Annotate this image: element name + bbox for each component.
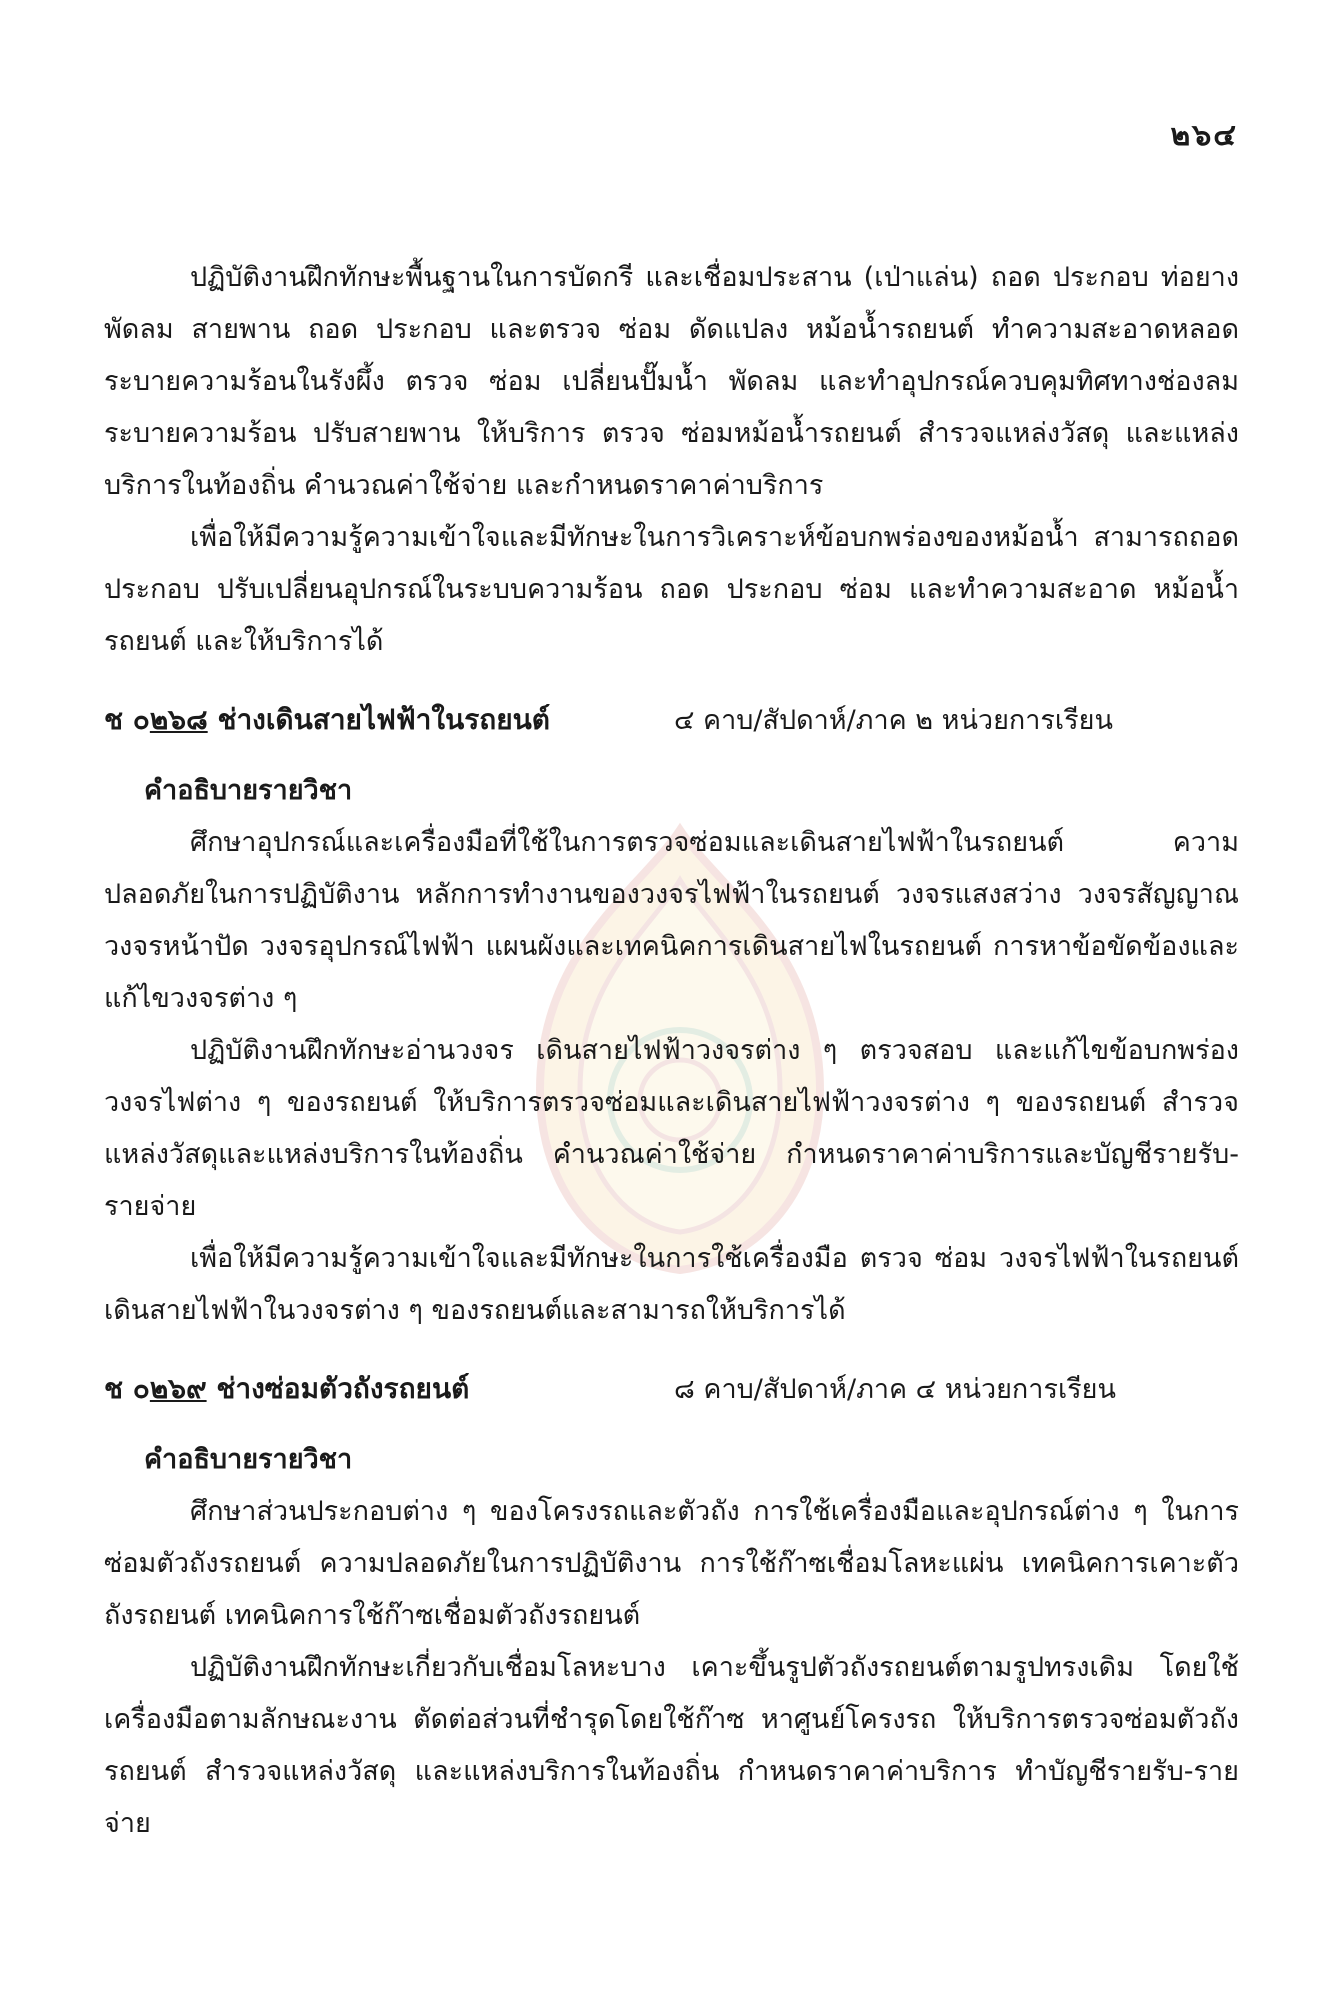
course-prefix: ช ๐ — [104, 703, 150, 736]
course-prefix: ช ๐ — [104, 1372, 150, 1405]
course-number: ๒๖๘ — [149, 703, 208, 736]
page-number: ๒๖๔ — [1170, 118, 1238, 153]
course-heading — [104, 694, 1239, 747]
course-heading — [104, 1363, 1239, 1416]
course-paragraph: ศึกษาส่วนประกอบต่าง ๆ ของโครงรถและตัวถัง การใช้เครื่องมือและอุปกรณ์ต่าง ๆ ในการซ่อมตัวถังรถยนต์ ความปลอดภัยในการปฏิบัติงาน การใช้ก๊าซเชื่อมโลหะแผ่น เทคนิคการเคาะตัวถังรถยนต์ เทคนิคการใช้ก๊าซเชื่อมตัวถังรถยนต์ — [104, 1496, 1239, 1631]
course-description-label: คำอธิบายรายวิชา — [144, 775, 353, 806]
course-paragraph: ปฏิบัติงานฝึกทักษะอ่านวงจร เดินสายไฟฟ้าวงจรต่าง ๆ ตรวจสอบ และแก้ไขข้อบกพร่องวงจรไฟต่าง ๆ ของรถยนต์ ให้บริการตรวจซ่อมและเดินสายไฟฟ้าวงจรต่าง ๆ ของรถยนต์ สำรวจแหล่งวัสดุและแหล่งบริการในท้องถิ่น คำนวณค่าใช้จ่าย กำหนดราคาค่าบริการและบัญชีรายรับ-รายจ่าย — [104, 1035, 1239, 1222]
course-title: ช่างซ่อมตัวถังรถยนต์ — [216, 1372, 470, 1405]
course-hours: ๘ คาบ/สัปดาห์/ภาค ๔ หน่วยการเรียน — [674, 1374, 1116, 1405]
course-title: ช่างเดินสายไฟฟ้าในรถยนต์ — [217, 703, 550, 736]
intro-paragraph-2: เพื่อให้มีความรู้ความเข้าใจและมีทักษะในการวิเคราะห์ข้อบกพร่องของหม้อน้ำ สามารถถอด ประกอบ ปรับเปลี่ยนอุปกรณ์ในระบบความร้อน ถอด ประกอบ ซ่อม และทำความสะอาด หม้อน้ำรถยนต์ และให้บริการได้ — [104, 522, 1239, 657]
page-content — [104, 252, 1239, 1850]
course-code-title — [104, 694, 674, 746]
course-paragraph: เพื่อให้มีความรู้ความเข้าใจและมีทักษะในการใช้เครื่องมือ ตรวจ ซ่อม วงจรไฟฟ้าในรถยนต์ เดินสายไฟฟ้าในวงจรต่าง ๆ ของรถยนต์และสามารถให้บริการได้ — [104, 1243, 1239, 1326]
course-hours: ๔ คาบ/สัปดาห์/ภาค ๒ หน่วยการเรียน — [674, 705, 1113, 736]
course-code-title — [104, 1363, 674, 1415]
course-description-label: คำอธิบายรายวิชา — [144, 1444, 353, 1475]
course-number: ๒๖๙ — [149, 1372, 207, 1405]
course-paragraph: ศึกษาอุปกรณ์และเครื่องมือที่ใช้ในการตรวจซ่อมและเดินสายไฟฟ้าในรถยนต์ ความปลอดภัยในการปฏิบัติงาน หลักการทำงานของวงจรไฟฟ้าในรถยนต์ วงจรแสงสว่าง วงจรสัญญาณ วงจรหน้าปัด วงจรอุปกรณ์ไฟฟ้า แผนผังและเทคนิคการเดินสายไฟในรถยนต์ การหาข้อขัดข้องและแก้ไขวงจรต่าง ๆ — [104, 827, 1239, 1014]
intro-paragraph-1: ปฏิบัติงานฝึกทักษะพื้นฐานในการบัดกรี และเชื่อมประสาน (เป่าแล่น) ถอด ประกอบ ท่อยาง พัดลม สายพาน ถอด ประกอบ และตรวจ ซ่อม ดัดแปลง หม้อน้ำรถยนต์ ทำความสะอาดหลอดระบายความร้อนในรังผึ้ง ตรวจ ซ่อม เปลี่ยนปั๊มน้ำ พัดลม และทำอุปกรณ์ควบคุมทิศทางช่องลม ระบายความร้อน ปรับสายพาน ให้บริการ ตรวจ ซ่อมหม้อน้ำรถยนต์ สำรวจแหล่งวัสดุ และแหล่งบริการในท้องถิ่น คำนวณค่าใช้จ่าย และกำหนดราคาค่าบริการ — [104, 262, 1239, 501]
course-paragraph: ปฏิบัติงานฝึกทักษะเกี่ยวกับเชื่อมโลหะบาง เคาะขึ้นรูปตัวถังรถยนต์ตามรูปทรงเดิม โดยใช้เครื่องมือตามลักษณะงาน ตัดต่อส่วนที่ชำรุดโดยใช้ก๊าซ หาศูนย์โครงรถ ให้บริการตรวจซ่อมตัวถังรถยนต์ สำรวจแหล่งวัสดุ และแหล่งบริการในท้องถิ่น กำหนดราคาค่าบริการ ทำบัญชีรายรับ-รายจ่าย — [104, 1652, 1239, 1839]
